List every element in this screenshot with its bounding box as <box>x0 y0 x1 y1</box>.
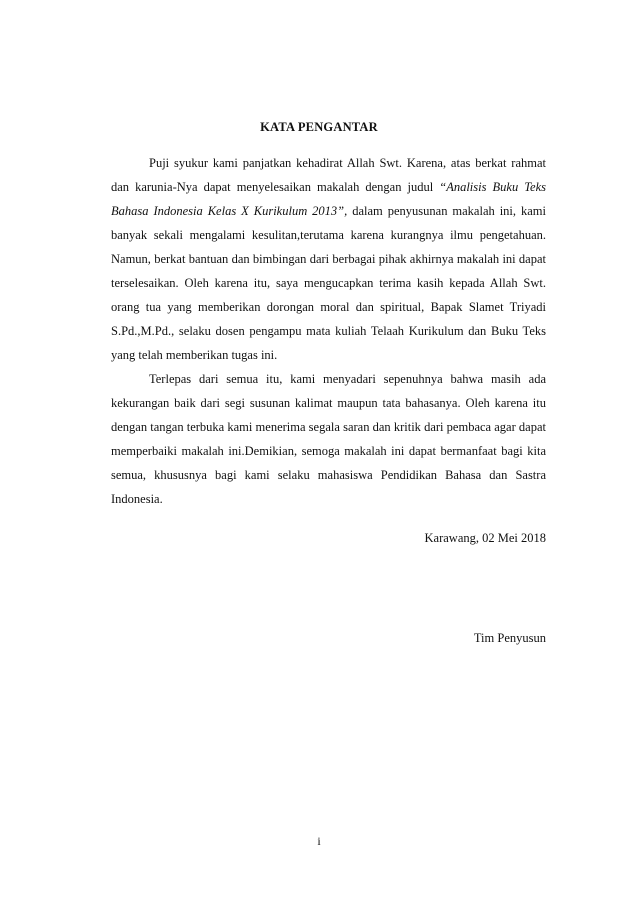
place-date: Karawang, 02 Mei 2018 <box>424 531 546 545</box>
paragraph-1-before-title: Puji syukur kami panjatkan kehadirat Allah Swt. Karena, atas berkat rahmat dan karunia-Nya dapat menyelesaikan makalah dengan judul <box>111 156 546 194</box>
paragraph-2: Terlepas dari semua itu, kami menyadari sepenuhnya bahwa masih ada kekurangan baik dari segi susunan kalimat maupun tata bahasanya. Oleh karena itu dengan tangan terbuka kami menerima segala saran dan kritik dari pembaca agar dapat memperbaiki makalah ini.Demikian, semoga makalah ini dapat bermanfaat bagi kita semua, khususnya bagi kami selaku mahasiswa Pendidikan Bahasa dan Sastra Indonesia. <box>111 372 546 506</box>
paragraph-1-book-title: “Analisis Buku Teks Bahasa Indonesia Kelas X Kurikulum 2013”, <box>111 180 547 218</box>
page-title: KATA PENGANTAR <box>260 120 378 134</box>
paragraph-1-after-title: dalam penyusunan makalah ini, kami banyak sekali mengalami kesulitan,terutama karena kurangnya ilmu pengetahuan. Namun, berkat bantuan dan bimbingan dari berbagai pihak akhirnya makalah ini dapat terselesaikan. Oleh karena itu, saya mengucapkan terima kasih kepada Allah Swt. orang tua yang memberikan dorongan moral dan spiritual, Bapak Slamet Triyadi S.Pd.,M.Pd., selaku dosen pengampu mata kuliah Telaah Kurikulum dan Buku Teks yang telah memberikan tugas ini. <box>111 204 546 362</box>
paragraph-1 <box>111 151 546 367</box>
body-text <box>111 151 546 511</box>
page-number: i <box>317 834 321 848</box>
signature: Tim Penyusun <box>473 631 546 645</box>
